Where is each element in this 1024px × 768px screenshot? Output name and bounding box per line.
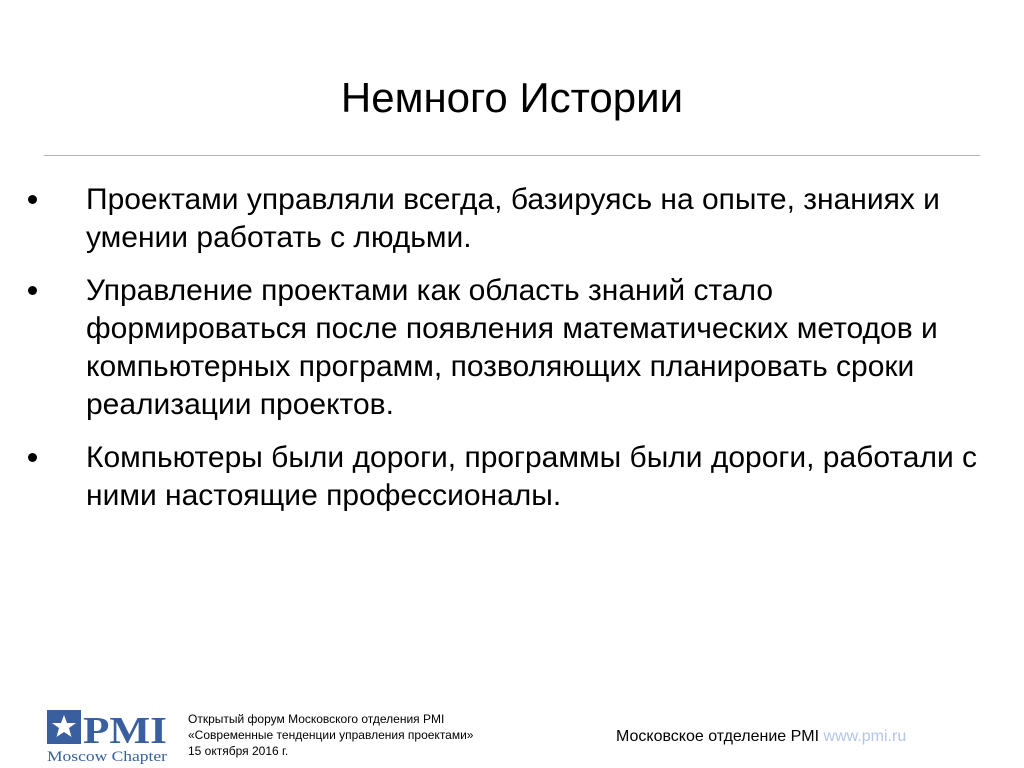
footer-url-link[interactable]: www.pmi.ru — [823, 728, 907, 745]
footer-event-info — [188, 711, 548, 759]
footer-event-line: «Современные тенденции управления проектами» — [188, 728, 474, 742]
bullet-text: Проектами управляли всегда, базируясь на опыте, знаниях и умении работать с людьми. — [86, 183, 940, 254]
bullet-list — [28, 181, 988, 530]
bullet-dot-icon — [28, 195, 37, 204]
footer-org — [616, 727, 906, 747]
logo-subtitle: Moscow Chapter — [47, 749, 167, 764]
bullet-text: Управление проектами как область знаний стало формироваться после появления математических методов и компьютерных программ, позволяющих планировать сроки реализации проектов. — [86, 274, 938, 421]
footer-event-line: Открытый форум Московского отделения PMI — [188, 712, 445, 726]
title-divider — [44, 155, 980, 156]
footer-event-date: 15 октября 2016 г. — [188, 744, 289, 758]
bullet-item — [28, 181, 988, 257]
bullet-item — [28, 272, 988, 424]
footer-org-label: Московское отделение PMI — [616, 728, 820, 745]
pmi-moscow-chapter-logo — [47, 708, 167, 764]
logo-wordmark: PMI — [83, 710, 167, 752]
bullet-dot-icon — [28, 453, 37, 462]
bullet-item — [28, 439, 988, 515]
slide-title: Немного Истории — [340, 74, 684, 121]
bullet-text: Компьютеры были дороги, программы были дороги, работали с ними настоящие профессионалы. — [86, 441, 978, 512]
bullet-dot-icon — [28, 286, 37, 295]
